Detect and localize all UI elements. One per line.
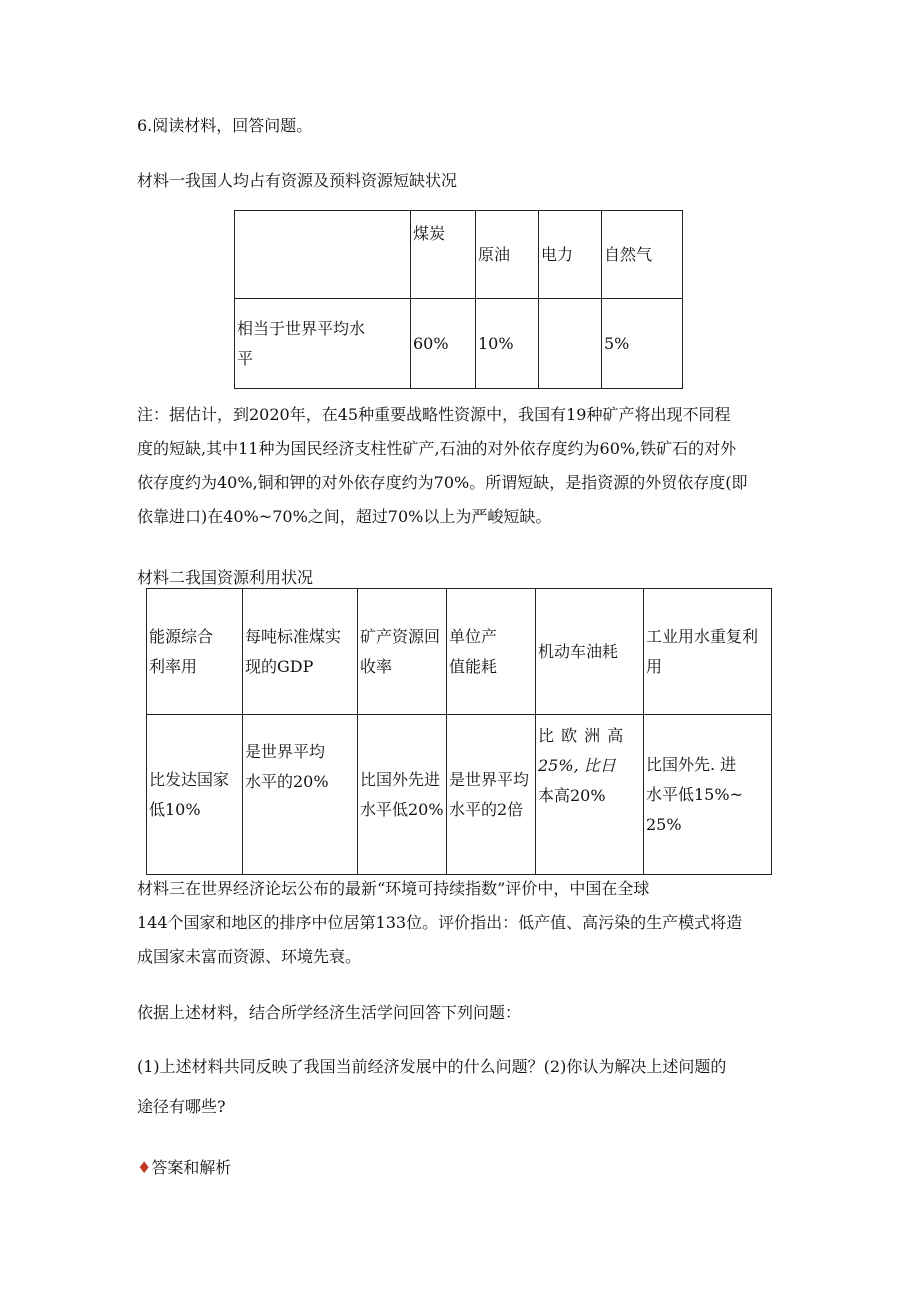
- table2-header-mineral-recovery: [358, 589, 447, 715]
- table2-header-energy-per-output: [447, 589, 536, 715]
- question-prompt: 依据上述材料，结合所学经济生活学问回答下列问题：: [137, 1003, 522, 1022]
- cell-line: 比国外先进: [360, 769, 441, 789]
- table1-header-natural-gas: 自然气: [602, 211, 683, 299]
- table1-row-label-line2: 平: [237, 348, 254, 368]
- cell-line: 值能耗: [449, 656, 498, 676]
- cell-line: 是世界平均: [449, 769, 530, 789]
- cell-line: 25%, 比日: [538, 756, 616, 775]
- subquestion-line: (1)上述材料共同反映了我国当前经济发展中的什么问题？(2)你认为解决上述问题的: [137, 1057, 727, 1076]
- note-line: 注：据估计，到2020年，在45种重要战略性资源中，我国有19种矿产将出现不同程: [137, 405, 731, 424]
- cell-line: 是世界平均: [245, 742, 326, 761]
- material2-title: 材料二我国资源利用状况: [137, 568, 314, 587]
- resource-table: [234, 210, 683, 389]
- note-paragraph: [137, 398, 787, 534]
- diamond-icon: ♦: [137, 1158, 152, 1177]
- cell-line: 比发达国家: [149, 769, 230, 789]
- table2-header-energy-utilization: [147, 589, 243, 715]
- cell-line: 工业用水重复利: [646, 626, 759, 646]
- note-line: 度的短缺,其中11种为国民经济支柱性矿产,石油的对外依存度约为60%,铁矿石的对外: [137, 439, 737, 458]
- table2-header-industrial-water-reuse: [644, 589, 772, 715]
- cell-line: 用: [646, 656, 663, 676]
- table2-header-gdp-per-ton-coal: [243, 589, 358, 715]
- cell-line: 水平低20%: [360, 799, 444, 819]
- answer-label: 答案和解析: [151, 1158, 232, 1177]
- material3-paragraph: [137, 872, 787, 974]
- table1-row-label-line1: 相当于世界平均水: [237, 318, 366, 338]
- cell-line: 比 欧 洲 高: [538, 726, 625, 745]
- subquestions: [137, 1047, 787, 1127]
- table2-cell-industrial-water-reuse: [644, 715, 772, 875]
- table1-header-crude-oil: 原油: [476, 211, 539, 299]
- question-title: 6.阅读材料，回答问题。: [137, 116, 313, 135]
- utilization-table-data-row: [147, 715, 772, 875]
- cell-line: 水平低15%~: [646, 784, 743, 804]
- cell-line: 水平的20%: [245, 772, 329, 791]
- material1-title: 材料一我国人均占有资源及预料资源短缺状况: [137, 171, 458, 190]
- table2-cell-mineral-recovery: [358, 715, 447, 875]
- table1-empty-header: [235, 211, 411, 299]
- cell-line: 本高20%: [538, 786, 606, 805]
- table2-header-vehicle-fuel: [536, 589, 644, 715]
- table1-value-electricity: [539, 299, 602, 389]
- table1-value-natural-gas: 5%: [602, 299, 683, 389]
- cell-line: 比国外先. 进: [646, 754, 737, 774]
- cell-line: 能源综合: [149, 626, 214, 646]
- table1-row-label: [235, 299, 411, 389]
- material3-line: 成国家未富而资源、环境先衰。: [137, 947, 362, 966]
- table2-cell-vehicle-fuel: [536, 715, 644, 875]
- cell-line: 每吨标准煤实: [245, 626, 342, 646]
- table1-header-electricity: 电力: [539, 211, 602, 299]
- table1-value-crude-oil: 10%: [476, 299, 539, 389]
- cell-line: 25%: [646, 814, 682, 834]
- table1-header-coal: 煤炭: [411, 211, 476, 299]
- utilization-table-header-row: [147, 589, 772, 715]
- table2-cell-energy-per-output: [447, 715, 536, 875]
- cell-line: 机动车油耗: [538, 641, 619, 661]
- material3-line: 材料三在世界经济论坛公布的最新“环境可持续指数”评价中，中国在全球: [137, 879, 650, 898]
- note-line: 依靠进口)在40%~70%之间，超过70%以上为严峻短缺。: [137, 507, 552, 526]
- table1-value-coal: 60%: [411, 299, 476, 389]
- material3-line: 144个国家和地区的排序中位居第133位。评价指出：低产值、高污染的生产模式将造: [137, 913, 743, 932]
- resource-table-data-row: [235, 299, 683, 389]
- cell-line: 单位产: [449, 626, 498, 646]
- cell-line: 收率: [360, 656, 393, 676]
- table2-cell-gdp-per-ton-coal: [243, 715, 358, 875]
- cell-line: 水平的2倍: [449, 799, 524, 819]
- answer-heading[interactable]: [137, 1155, 231, 1178]
- table2-cell-energy-utilization: [147, 715, 243, 875]
- utilization-table: [146, 588, 772, 875]
- cell-line: 现的GDP: [245, 656, 314, 676]
- cell-line: 低10%: [149, 799, 201, 819]
- note-line: 依存度约为40%,铜和钾的对外依存度约为70%。所谓短缺，是指资源的外贸依存度(即: [137, 473, 748, 492]
- cell-line: 利率用: [149, 656, 198, 676]
- resource-table-header-row: [235, 211, 683, 299]
- cell-line: 矿产资源回: [360, 626, 441, 646]
- subquestion-line: 途径有哪些?: [137, 1097, 226, 1116]
